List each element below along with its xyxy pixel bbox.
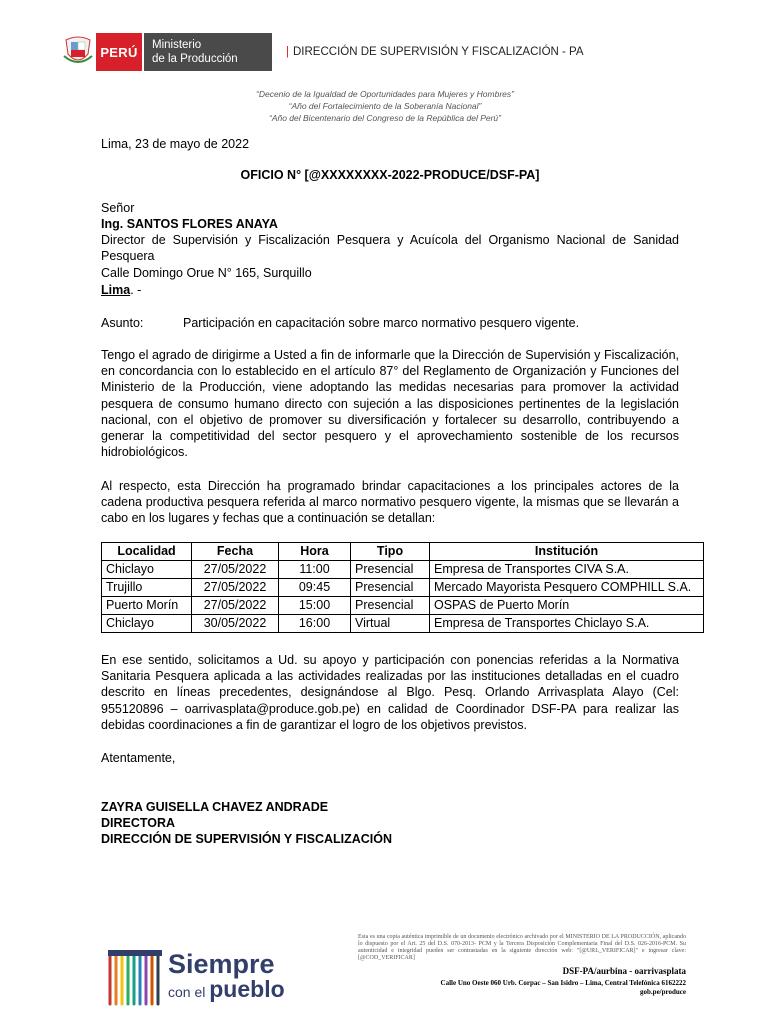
oficio-number: OFICIO N° [@XXXXXXXX-2022-PRODUCE/DSF-PA] — [240, 168, 540, 182]
header-hora: Hora — [279, 543, 351, 561]
coat-of-arms-icon — [62, 34, 94, 68]
cell-fecha: 27/05/2022 — [192, 597, 279, 615]
paragraph-3: En ese sentido, solicitamos a Ud. su apoyo y participación con ponencias referidas a la Normativa Sanitaria Pesquera aplicada a las actividades realizadas por las instituciones detalladas en el cuadro descrito en líneas precedentes, designándose al Blgo. Pesq. Orlando Arrivasplata Alayo (Cel: 955120896 – oarrivasplata@produce.gob.pe) en calidad de Coordinador DSF-PA para realizar las debidas coordinaciones a fin de garantizar el logro de los objetivos previstos. — [101, 653, 679, 732]
footer-address: Calle Uno Oeste 060 Urb. Corpac – San Isidro – Lima, Central Telefónica 6162222 — [440, 979, 686, 987]
recipient-name: Ing. SANTOS FLORES ANAYA — [101, 217, 278, 231]
table-row — [102, 597, 704, 615]
recipient-salutation: Señor — [101, 201, 135, 215]
cell-fecha: 27/05/2022 — [192, 561, 279, 579]
subject-label: Asunto: — [101, 316, 144, 330]
cell-tipo: Presencial — [351, 597, 430, 615]
cell-tipo: Presencial — [351, 561, 430, 579]
slogan-siempre: Siempre — [168, 949, 275, 979]
decenio-line-3: “Año del Bicentenario del Congreso de la República del Perú” — [268, 113, 501, 123]
cell-tipo: Presencial — [351, 579, 430, 597]
slogan-pueblo: pueblo — [209, 976, 285, 1002]
ministry-line-2: de la Producción — [152, 53, 238, 65]
cell-localidad: Chiclayo — [102, 615, 192, 633]
footer-web: gob.pe/produce — [640, 988, 686, 996]
paragraph-2: Al respecto, esta Dirección ha programado brindar capacitaciones a los principales actores de la cadena productiva pesquera referida al marco normativo pesquero vigente, la mismas que se llevarán a cabo en los lugares y fechas que a continuación se detallan: — [101, 479, 679, 526]
ministry-line-1: Ministerio — [152, 39, 202, 51]
cell-institucion: Empresa de Transportes Chiclayo S.A. — [430, 615, 704, 633]
subject-text: Participación en capacitación sobre marco normativo pesquero vigente. — [183, 316, 580, 330]
authenticity-note: Esta es una copia auténtica imprimible de un documento electrónico archivado por el MINISTERIO DE LA PRODUCCIÓN, aplicando lo dispuesto por el Art. 25 del D.S. 070-2013- PCM y la Tercera Disposición Complementaria Final del D.S. 026-2016-PCM. Su autenticidad e integridad pueden ser contrastadas en la siguiente dirección web: "[@URL_VERIFICAR]" e ingresar clave: [@COD_VERIFICAR] — [358, 934, 686, 961]
recipient-city-name: Lima — [101, 283, 131, 297]
header-tipo: Tipo — [351, 543, 430, 561]
decenio-line-1: “Decenio de la Igualdad de Oportunidades para Mujeres y Hombres” — [256, 89, 514, 99]
slogan-logo-icon — [106, 948, 164, 1013]
header-fecha: Fecha — [192, 543, 279, 561]
signatory-office: DIRECCIÓN DE SUPERVISIÓN Y FISCALIZACIÓN — [101, 832, 393, 846]
cell-fecha: 27/05/2022 — [192, 579, 279, 597]
peru-logo: PERÚ — [96, 33, 142, 71]
decenio-line-2: “Año del Fortalecimiento de la Soberanía Nacional” — [288, 101, 482, 111]
table-row — [102, 615, 704, 633]
signatory-title: DIRECTORA — [101, 816, 176, 830]
cell-institucion: OSPAS de Puerto Morín — [430, 597, 704, 615]
footer-reference: DSF-PA/aurbina - oarrivasplata — [562, 966, 686, 976]
cell-hora: 16:00 — [279, 615, 351, 633]
header-direction-text: DIRECCIÓN DE SUPERVISIÓN Y FISCALIZACIÓN - PA — [293, 46, 584, 58]
cell-hora: 15:00 — [279, 597, 351, 615]
slogan-con-el-pueblo — [168, 976, 285, 1002]
header-divider: | — [286, 46, 289, 58]
cell-institucion: Mercado Mayorista Pesquero COMPHILL S.A. — [430, 579, 704, 597]
table-header-row — [102, 543, 704, 561]
header-localidad: Localidad — [102, 543, 192, 561]
training-schedule-table — [101, 542, 704, 633]
cell-localidad: Puerto Morín — [102, 597, 192, 615]
recipient-address: Calle Domingo Orue N° 165, Surquillo — [101, 266, 312, 280]
recipient-city-suffix: . - — [130, 283, 142, 297]
header-institucion: Institución — [430, 543, 704, 561]
header-direction — [286, 46, 584, 58]
cell-localidad: Chiclayo — [102, 561, 192, 579]
closing: Atentamente, — [101, 751, 176, 765]
letter-date: Lima, 23 de mayo de 2022 — [101, 137, 250, 151]
paragraph-1: Tengo el agrado de dirigirme a Usted a fin de informarle que la Dirección de Supervisión y Fiscalización, en concordancia con lo establecido en el artículo 87° del Reglamento de Organización y Funciones del Ministerio de la Producción, viene adoptando las medidas necesarias para promover la actividad pesquera de consumo humano directo con sujeción a las disposiciones pertinentes de la legislación nacional, con el objetivo de promover su diversificación y fortalecer su desarrollo, contribuyendo a generar la competitividad del sector pesquero y el aprovechamiento sostenible de los recursos hidrobiológicos. — [101, 348, 679, 460]
cell-tipo: Virtual — [351, 615, 430, 633]
signatory-name: ZAYRA GUISELLA CHAVEZ ANDRADE — [101, 800, 329, 814]
cell-institucion: Empresa de Transportes CIVA S.A. — [430, 561, 704, 579]
ministry-logo — [144, 33, 272, 71]
cell-hora: 09:45 — [279, 579, 351, 597]
cell-localidad: Trujillo — [102, 579, 192, 597]
table-row — [102, 579, 704, 597]
table-row — [102, 561, 704, 579]
cell-fecha: 30/05/2022 — [192, 615, 279, 633]
slogan-con-el: con el — [168, 984, 206, 1000]
cell-hora: 11:00 — [279, 561, 351, 579]
recipient-position: Director de Supervisión y Fiscalización Pesquera y Acuícola del Organismo Nacional de Sanidad Pesquera — [101, 233, 679, 264]
recipient-city — [101, 282, 141, 298]
